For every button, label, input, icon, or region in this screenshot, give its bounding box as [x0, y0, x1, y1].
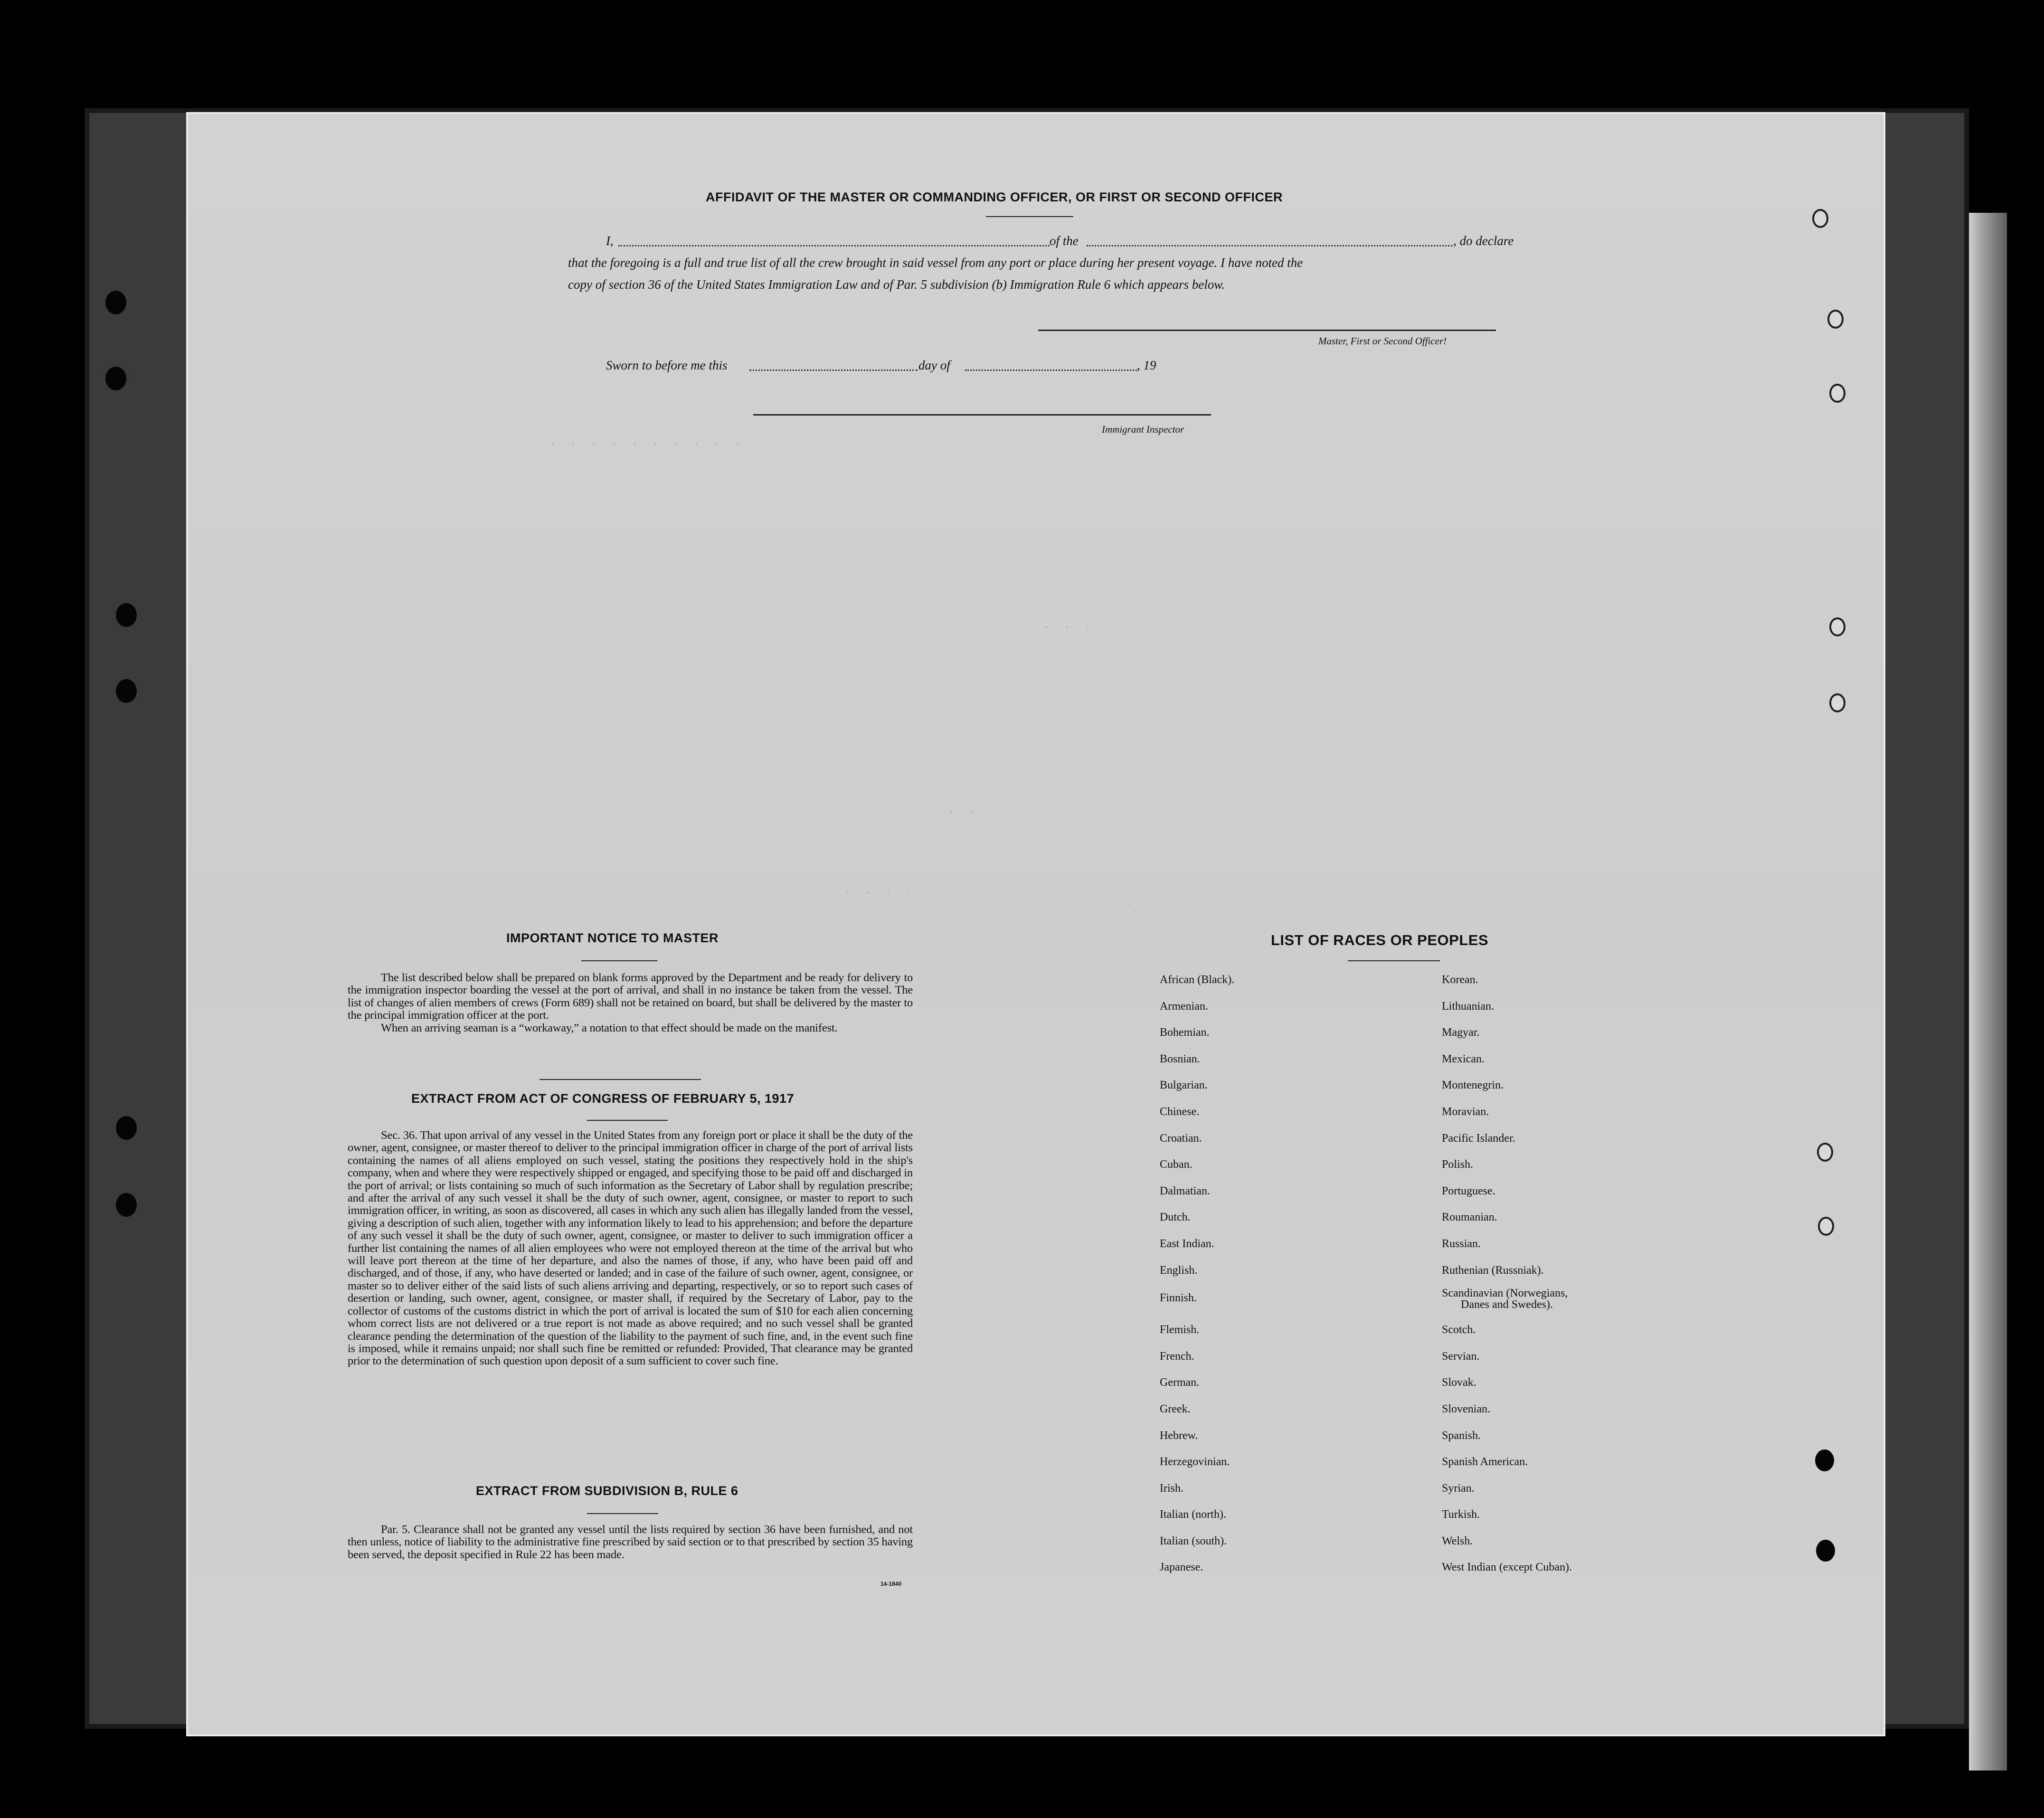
binder-hole: [1816, 1540, 1835, 1562]
bleed-through-text: . . .: [1090, 902, 1142, 917]
race-item: Danes and Swedes).: [1461, 1298, 1553, 1311]
declaration-line-3: copy of section 36 of the United States Immigration Law and of Par. 5 subdivision (b) Immigration Rule 6 which appears below.: [568, 277, 1225, 292]
race-item: Welsh.: [1442, 1534, 1473, 1547]
race-item: Chinese.: [1160, 1105, 1200, 1118]
races-title: LIST OF RACES OR PEOPLES: [1271, 932, 1489, 948]
binder-ring: [1829, 693, 1845, 712]
notice-paragraph: When an arriving seaman is a “workaway,” a notation to that effect should be made on the manifest.: [381, 1021, 838, 1034]
bleed-through-text: . . . .: [843, 883, 916, 898]
race-item: Bulgarian.: [1160, 1079, 1208, 1092]
race-item: African (Black).: [1160, 974, 1235, 986]
race-item: Turkish.: [1442, 1508, 1480, 1521]
race-item: Irish.: [1160, 1482, 1183, 1495]
race-item: Croatian.: [1160, 1132, 1202, 1145]
document-page: [186, 112, 1885, 1736]
bleed-through-text: . .: [948, 803, 979, 817]
race-item: Spanish American.: [1442, 1456, 1528, 1468]
race-item: Armenian.: [1160, 1000, 1208, 1013]
act-extract-body: [348, 1129, 913, 1368]
race-item: Scotch.: [1442, 1324, 1476, 1336]
rule-rule: [587, 1513, 658, 1514]
bleed-through-text: . . .: [1043, 617, 1095, 632]
binder-hole: [105, 291, 126, 314]
sworn-month-field[interactable]: [965, 369, 1137, 371]
declaration-of-the: of the: [1050, 234, 1079, 248]
binder-hole: [116, 679, 137, 703]
race-item-multiline: [1442, 1284, 1572, 1317]
race-item: West Indian (except Cuban).: [1442, 1561, 1572, 1574]
sworn-day-of: day of: [918, 358, 950, 372]
binder-ring: [1817, 1143, 1833, 1162]
race-item: Flemish.: [1160, 1324, 1200, 1336]
bleed-through-text: . . . . . . . . . .: [549, 435, 744, 449]
race-item: Pacific Islander.: [1442, 1132, 1515, 1145]
sworn-text: Sworn to before me this: [606, 358, 728, 372]
race-item: Montenegrin.: [1442, 1079, 1504, 1092]
section-rule: [539, 1079, 701, 1080]
sworn-year: , 19: [1137, 358, 1156, 372]
race-item: Italian (north).: [1160, 1508, 1226, 1521]
race-item: Slovak.: [1442, 1376, 1476, 1389]
binder-hole: [105, 367, 126, 390]
notice-paragraph: The list described below shall be prepared on blank forms approved by the Department and be ready for delivery to the immigration inspector boarding the vessel at the port of arrival, and shall in no instance be taken from the vessel. The list of changes of alien members of crews (Form 689) shall not be retained on board, but shall be delivered by the master to the principal immigration officer at the port.: [348, 971, 913, 1022]
declaration-i: I,: [606, 234, 614, 248]
race-item: Polish.: [1442, 1158, 1474, 1171]
act-extract-text: Sec. 36. That upon arrival of any vessel in the United States from any foreign port or place it shall be the duty of the owner, agent, consignee, or master thereof to deliver to the principal immigration officer in charge of the port of arrival lists containing the names of all aliens employed on such vessel, stating the positions they respectively hold in the ship's company, when and where they were respectively shipped or engaged, and specifying those to be paid off and discharged in the port of arrival; or lists containing so much of such information as the Secretary of Labor shall by regulation prescribe; and after the arrival of any such vessel it shall be the duty of such owner, agent, consignee, or master to report to such immigration officer, in writing, as soon as discovered, all cases in which any such alien has illegally landed from the vessel, giving a description of such alien, together with any information likely to lead to his apprehension; and before the departure of any such vessel it shall be the duty of such owner, agent, consignee, or master to deliver to such immigration officer a further list containing the names of all alien employees who were not employed thereon at the time of the arrival but who will leave port thereon at the time of her departure, and also the names of those, if any, who have been paid off and discharged, and of those, if any, who have deserted or landed; and in case of the failure of such owner, agent, consignee, or master so to deliver either of the said lists of such aliens arriving and departing, respectively, or so to report such cases of desertion or landing, such owner, agent, consignee, or master shall, if required by the Secretary of Labor, pay to the collector of customs of the customs district in which the port of arrival is located the sum of $10 for each alien concerning whom correct lists are not delivered or a true report is not made as above required; and no such vessel shall be granted clearance pending the determination of the question of the liability to the payment of such fine, and, in the event such fine is imposed, while it remains unpaid; nor shall such fine be remitted or refunded: Provided, That clearance may be granted prior to the determination of such question upon deposit of a sum sufficient to cover such fine.: [348, 1129, 913, 1368]
race-item: Mexican.: [1442, 1052, 1485, 1065]
race-item: Herzegovinian.: [1160, 1456, 1230, 1468]
race-item: English.: [1160, 1264, 1198, 1277]
master-name-field[interactable]: [618, 245, 1050, 246]
race-item: Korean.: [1442, 974, 1478, 986]
binder-hole: [1815, 1449, 1834, 1471]
race-item: Spanish.: [1442, 1429, 1481, 1442]
binder-ring: [1818, 1217, 1834, 1236]
rule-extract-title: EXTRACT FROM SUBDIVISION B, RULE 6: [476, 1484, 738, 1498]
race-item: Ruthenian (Russniak).: [1442, 1264, 1544, 1277]
race-item: Italian (south).: [1160, 1534, 1227, 1547]
race-item: Dutch.: [1160, 1211, 1191, 1224]
binder-ring: [1827, 310, 1844, 329]
race-item: French.: [1160, 1350, 1194, 1363]
race-item: Scandinavian (Norwegians,: [1442, 1287, 1568, 1300]
binder-hole: [116, 1116, 137, 1140]
inspector-signature-line[interactable]: [753, 414, 1211, 416]
binder-hole: [116, 603, 137, 627]
races-rule: [1348, 960, 1440, 961]
master-signature-line[interactable]: [1038, 330, 1496, 331]
races-left-column: [1160, 967, 1234, 1581]
affidavit-title: AFFIDAVIT OF THE MASTER OR COMMANDING OFFICER, OR FIRST OR SECOND OFFICER: [706, 190, 1283, 204]
race-item: Dalmatian.: [1160, 1184, 1210, 1197]
race-item: German.: [1160, 1376, 1200, 1389]
binder-ring: [1829, 384, 1845, 403]
master-signature-label: Master, First or Second Officer!: [1318, 335, 1447, 347]
race-item: Moravian.: [1442, 1105, 1489, 1118]
sworn-day-field[interactable]: [749, 369, 918, 371]
race-item: Russian.: [1442, 1237, 1481, 1250]
race-item: Syrian.: [1442, 1482, 1475, 1495]
vessel-name-field[interactable]: [1087, 245, 1452, 246]
notice-body: [348, 972, 913, 1034]
race-item: Bohemian.: [1160, 1026, 1210, 1039]
rule-extract-body: [348, 1524, 913, 1561]
race-item: Finnish.: [1160, 1292, 1197, 1305]
race-item: Slovenian.: [1442, 1402, 1490, 1415]
rule-extract-text: Par. 5. Clearance shall not be granted any vessel until the lists required by section 36 have been furnished, and not then unless, notice of liability to the administrative fine prescribed by said section or to that prescribed by section 35 having been served, the deposit specified in Rule 22 has been made.: [348, 1523, 913, 1561]
race-item: Portuguese.: [1442, 1184, 1495, 1197]
act-rule: [587, 1120, 668, 1121]
race-item: East Indian.: [1160, 1237, 1214, 1250]
race-item: Servian.: [1442, 1350, 1480, 1363]
binder-hole: [116, 1193, 137, 1217]
race-item: Magyar.: [1442, 1026, 1480, 1039]
race-item: Cuban.: [1160, 1158, 1192, 1171]
declaration-line-2: that the foregoing is a full and true list of all the crew brought in said vessel from any port or place during her present voyage. I have noted the: [568, 256, 1303, 270]
race-item: Lithuanian.: [1442, 1000, 1494, 1013]
declaration-do-declare: , do declare: [1453, 234, 1514, 248]
form-number: 14-1840: [880, 1581, 902, 1587]
title-rule: [986, 216, 1073, 217]
race-item: Roumanian.: [1442, 1211, 1497, 1224]
notice-title: IMPORTANT NOTICE TO MASTER: [506, 931, 719, 945]
inspector-label: Immigrant Inspector: [1102, 424, 1184, 435]
races-right-column: [1442, 967, 1572, 1581]
binder-ring: [1812, 209, 1828, 228]
race-item: Japanese.: [1160, 1561, 1203, 1574]
race-item: Hebrew.: [1160, 1429, 1198, 1442]
race-item: Bosnian.: [1160, 1052, 1200, 1065]
race-item: Greek.: [1160, 1402, 1191, 1415]
notice-rule: [581, 960, 657, 961]
next-page-edge: [1969, 213, 2007, 1771]
binder-ring: [1829, 617, 1845, 636]
act-extract-title: EXTRACT FROM ACT OF CONGRESS OF FEBRUARY 5, 1917: [411, 1091, 795, 1106]
